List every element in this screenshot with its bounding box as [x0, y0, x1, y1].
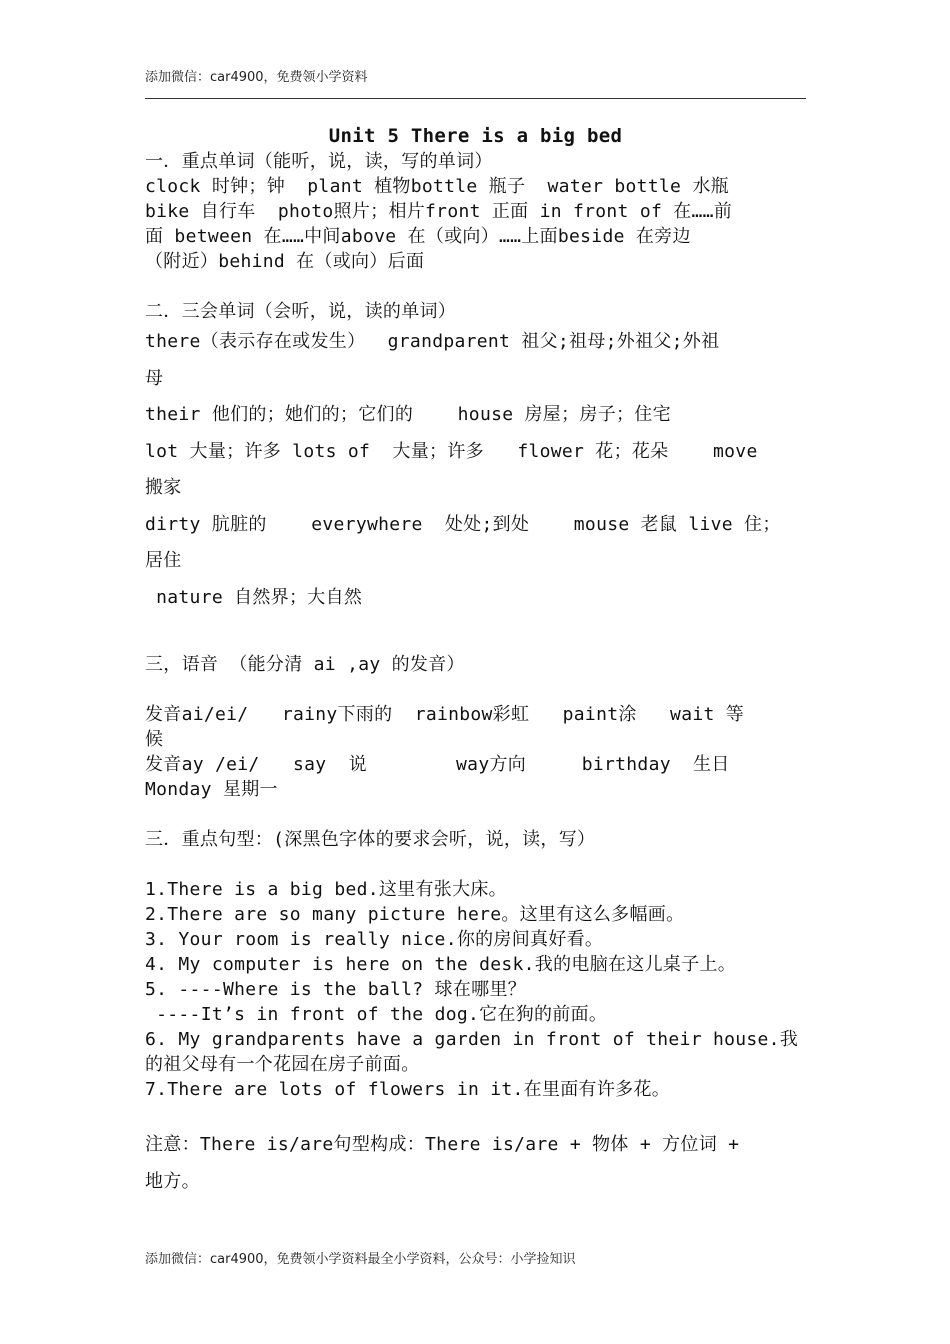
word-line: 面 between 在……中间above 在（或向）……上面beside 在旁边 — [145, 226, 691, 247]
word-line: lot 大量；许多 lots of 大量；许多 flower 花；花朵 move — [145, 440, 758, 462]
section-recognition-words — [145, 299, 806, 616]
sentence-line: 2.There are so many picture here。这里有这么多幅画。 — [145, 904, 685, 925]
section-heading: 二．三会单词（会听，说，读的单词） — [145, 301, 457, 322]
section-phonics — [145, 652, 806, 802]
phonics-line: 候 — [145, 729, 164, 750]
sentence-line: 7.There are lots of flowers in it.在里面有许多花。 — [145, 1079, 671, 1100]
phonics-line: Monday 星期一 — [145, 779, 278, 800]
word-line: there（表示存在或发生） grandparent 祖父;祖母;外祖父;外祖 — [145, 331, 720, 352]
sentence-line: 4. My computer is here on the desk.我的电脑在这儿桌子上。 — [145, 954, 737, 975]
document-title: Unit 5 There is a big bed — [328, 125, 623, 147]
section-key-words — [145, 149, 806, 274]
section-heading: 三，语音 （能分清 ai ,ay 的发音） — [145, 654, 465, 675]
sentence-line: 5. ----Where is the ball? 球在哪里？ — [145, 979, 527, 1000]
sentence-line: ----It’s in front of the dog.它在狗的前面。 — [145, 1004, 608, 1025]
note-line: 地方。 — [145, 1170, 200, 1192]
word-line: 搬家 — [145, 477, 182, 498]
header-divider — [145, 98, 806, 99]
document-body — [145, 124, 806, 1200]
section-heading: 三．重点句型：(深黑色字体的要求会听，说，读，写） — [145, 829, 596, 850]
section-key-sentences — [145, 827, 806, 1102]
header-note: 添加微信：car4900，免费领小学资料 — [145, 70, 368, 85]
phonics-line: 发音ay /ei/ say 说 way方向 birthday 生日 — [145, 754, 730, 775]
phonics-line: 发音ai/ei/ rainy下雨的 rainbow彩虹 paint涂 wait 等 — [145, 704, 745, 725]
word-line: （附近）behind 在（或向）后面 — [145, 251, 425, 272]
word-line: 母 — [145, 367, 164, 389]
grammar-note — [145, 1127, 806, 1200]
word-line: nature 自然界；大自然 — [145, 586, 363, 608]
sentence-line: 6. My grandparents have a garden in front of their house.我 — [145, 1029, 799, 1050]
sentence-line: 1.There is a big bed.这里有张大床。 — [145, 879, 507, 900]
word-line: bike 自行车 photo照片；相片front 正面 in front of 在……前 — [145, 201, 733, 222]
sentence-line: 的祖父母有一个花园在房子前面。 — [145, 1054, 420, 1075]
word-line: dirty 肮脏的 everywhere 处处;到处 mouse 老鼠 live 住； — [145, 513, 781, 535]
sentence-line: 3. Your room is really nice.你的房间真好看。 — [145, 929, 604, 950]
word-line: clock 时钟；钟 plant 植物bottle 瓶子 water bottle 水瓶 — [145, 176, 729, 197]
word-line: 居住 — [145, 550, 182, 571]
footer-note: 添加微信：car4900，免费领小学资料最全小学资料，公众号：小学捡知识 — [145, 1252, 576, 1267]
word-line: their 他们的；她们的；它们的 house 房屋；房子；住宅 — [145, 404, 671, 425]
note-line: 注意：There is/are句型构成：There is/are + 物体 + 方位词 + — [145, 1134, 740, 1155]
section-heading: 一．重点单词（能听，说，读，写的单词） — [145, 151, 493, 172]
